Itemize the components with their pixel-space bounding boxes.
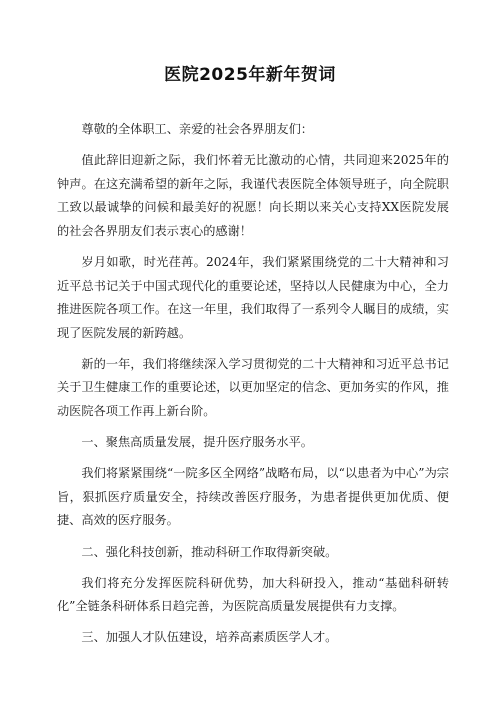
section-heading-2: 二、强化科技创新，推动科研工作取得新突破。 xyxy=(81,544,338,559)
section-heading-1: 一、聚焦高质量发展，提升医疗服务水平。 xyxy=(81,435,313,450)
section-body-2: 我们将充分发挥医院科研优势，加大科研投入，推动“基础科研转化”全链条科研体系日趋完善，为医院高质量发展提供有力支撑。 xyxy=(57,575,449,614)
section-body-1: 我们将紧紧围绕“一院多区全网络”战略布局，以“以患者为中心”为宗旨，狠抓医疗质量安全，持续改善医疗服务，为患者提供更加优质、便捷、高效的医疗服务。 xyxy=(57,466,449,528)
paragraph-2024-review: 岁月如歌，时光荏苒。2024年，我们紧紧围绕党的二十大精神和习近平总书记关于中国式现代化的重要论述，坚持以人民健康为中心，全力推进医院各项工作。在这一年里，我们取得了一系列令人瞩目的成绩，实现了医院发展的新跨越。 xyxy=(57,254,449,340)
greeting-paragraph: 尊敬的全体职工、亲爱的社会各界朋友们： xyxy=(81,122,313,136)
paragraph-new-year-wishes: 值此辞旧迎新之际，我们怀着无比激动的心情，共同迎来2025年的钟声。在这充满希望的新年之际，我谨代表医院全体领导班子，向全院职工致以最诚挚的问候和最美好的祝愿！向长期以来关心支持XX医院发展的社会各界朋友们表示衷心的感谢！ xyxy=(57,153,449,238)
document-title: 医院2025年新年贺词 xyxy=(164,65,336,85)
paragraph-new-year-plan: 新的一年，我们将继续深入学习贯彻党的二十大精神和习近平总书记关于卫生健康工作的重要论述，以更加坚定的信念、更加务实的作风，推动医院各项工作再上新台阶。 xyxy=(57,356,449,419)
section-heading-3: 三、加强人才队伍建设，培养高素质医学人才。 xyxy=(81,630,338,645)
document-body xyxy=(57,118,449,657)
